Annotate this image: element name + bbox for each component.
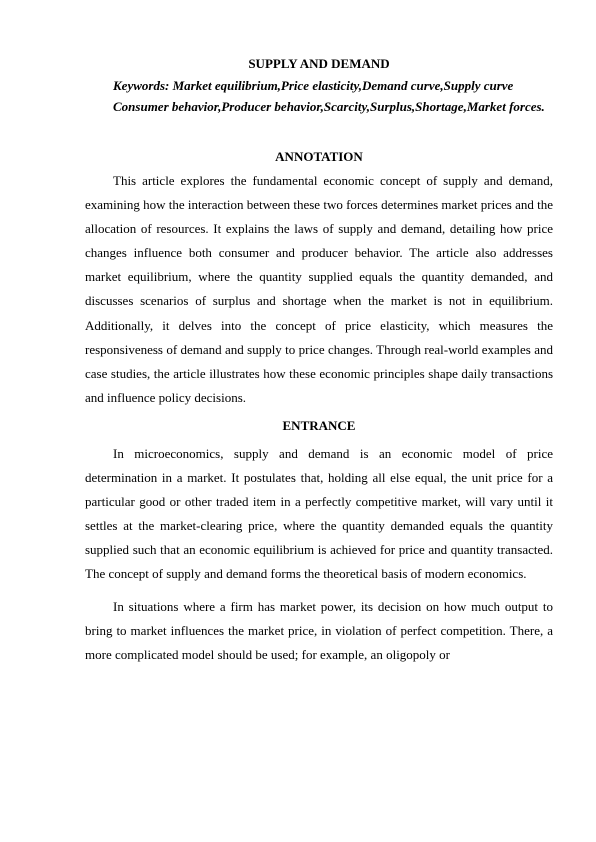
annotation-heading: ANNOTATION [275,149,363,164]
entrance-heading: ENTRANCE [282,417,356,433]
entrance-paragraph-2: In situations where a firm has market power, its decision on how much output to bring to market influences the market price, in violation of perfect competition. There, a more complicated model should be used; for example, an oligopoly or [85,598,553,662]
annotation-paragraph: This article explores the fundamental economic concept of supply and demand, examining how the interaction between these two forces determines market prices and the allocation of resources. It explains the laws of supply and demand, detailing how price changes influence both consumer and producer behavior. The article also addresses market equilibrium, where the quantity supplied equals the quantity demanded, and discusses scenarios of surplus and shortage when the market is not in equilibrium. Additionally, it delves into the concept of price elasticity, which measures the responsiveness of demand and supply to price changes. Through real-world examples and case studies, the article illustrates how these economic principles shape daily transactions and influence policy decisions. [85,173,553,405]
entrance-paragraph-1: In microeconomics, supply and demand is an economic model of price determination in a market. It postulates that, holding all else equal, the unit price for a particular good or other traded item in a perfectly competitive market, will vary until it settles at the market-clearing price, where the quantity demanded equals the quantity supplied such that an economic equilibrium is achieved for price and quantity transacted. The concept of supply and demand forms the theoretical basis of modern economics. [85,445,553,582]
keywords-line-1: Keywords: Market equilibrium,Price elasticity,Demand curve,Supply curve [113,78,514,93]
keywords-line-2: Consumer behavior,Producer behavior,Scarcity,Surplus,Shortage,Market forces. [113,99,545,114]
document-title: SUPPLY AND DEMAND [248,56,390,71]
document-body [85,56,553,667]
